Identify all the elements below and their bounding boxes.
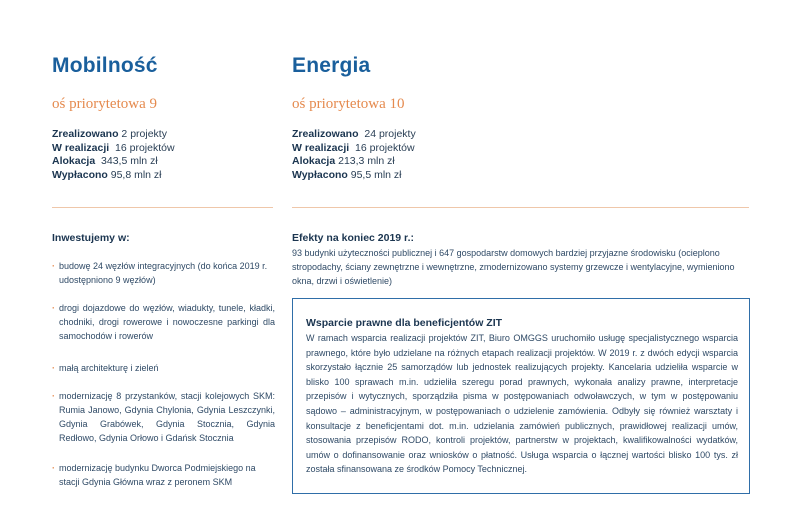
list-item (52, 259, 275, 287)
list-item (52, 301, 275, 343)
legal-support-text: W ramach wsparcia realizacji projektów ZIT, Biuro OMGGS uruchomiło usługę specjalistycznego wsparcia prawnego, które było udzielane na różnych etapach realizacji projektów. W 2019 r. z dwóch edycji wsparcia skorzystało łącznie 25 samorządów lub jednostek realizujących projekty. Kancelaria udzieliła wsparcie w blisko 100 sprawach m.in. udzieliła szeregu porad prawnych, wykonała analizy prawne, interpretacje przepisów i wytycznych, sporządziła pisma w postępowaniach odwoławczych, w tym w postępowaniu sądowo – administracyjnym, w postępowaniach o udzielenie zamówienia. Odbyły się również warsztaty i konsultacje z beneficjentami dot. m.in. udzielania zamówień publicznych, prawidłowej realizacji umów, stosowania przepisów RODO, kontroli projektów, partnerstw w projektach, kwalifikowalności wydatków, umów o dofinansowanie oraz wniosków o płatność. Usługa wsparcia o łącznej wartości blisko 100 tys. zł została sfinansowana ze środków Pomocy Technicznej. (306, 333, 738, 475)
stat-label: W realizacji (292, 141, 350, 154)
energy-title: Energia (292, 54, 371, 77)
stat-value: 95,8 mln zł (107, 168, 162, 181)
stat-label: Zrealizowano (292, 128, 359, 140)
stat-label: W realizacji (52, 141, 110, 154)
invest-title: Inwestujemy w: (52, 232, 130, 244)
list-item (52, 461, 275, 489)
list-item-text: modernizację budynku Dworca Podmiejskiego na stacji Gdynia Główna wraz z peronem SKM (59, 463, 256, 487)
bullet-icon: · (52, 303, 55, 313)
energy-stat-row (292, 128, 416, 142)
list-item-text: budowę 24 węzłów integracyjnych (do końca 2019 r. udostępniono 9 węzłów) (59, 261, 268, 285)
bullet-icon: · (52, 463, 55, 473)
stat-value: 24 projekty (358, 128, 416, 140)
invest-list (52, 0, 275, 510)
stat-label: Alokacja (292, 155, 336, 167)
bullet-icon: · (52, 261, 55, 271)
effects-title: Efekty na koniec 2019 r.: (292, 232, 414, 244)
bullet-icon: · (52, 391, 55, 401)
divider (292, 207, 749, 208)
stat-label: Wypłacono (292, 168, 348, 181)
energy-stat-row (292, 169, 416, 183)
mobility-axis: oś priorytetowa 9 (52, 96, 157, 112)
stat-value: 343,5 mln zł (95, 155, 158, 167)
energy-stats (292, 128, 416, 182)
stat-label: Wypłacono (52, 168, 108, 181)
list-item-text: drogi dojazdowe do węzłów, wiadukty, tunele, kładki, chodniki, drogi rowerowe i nowoczesne parkingi dla samochodów i rowerów (59, 303, 275, 341)
legal-support-title: Wsparcie prawne dla beneficjentów ZIT (306, 317, 503, 329)
stat-label: Zrealizowano (52, 128, 119, 140)
stat-value: 213,3 mln zł (335, 155, 395, 167)
effects-text: 93 budynki użyteczności publicznej i 647 gospodarstw domowych bardziej przyjazne środowisku (ocieplono stropodachy, ściany zewnętrzne i wewnętrzne, zmodernizowano systemy grzewcze i wentylacyjne, wymieniono okna, drzwi i oświetlenie) (292, 248, 735, 286)
mobility-title: Mobilność (52, 54, 158, 77)
energy-stat-row (292, 155, 416, 169)
stat-value: 16 projektów (109, 141, 175, 154)
energy-stat-row (292, 142, 416, 156)
stat-value: 95,5 mln zł (347, 168, 402, 181)
legal-support-box (292, 298, 750, 494)
list-item-text: małą architekturę i zieleń (59, 363, 159, 373)
stat-value: 16 projektów (349, 141, 415, 154)
stat-label: Alokacja (52, 155, 96, 167)
list-item-text: modernizację 8 przystanków, stacji kolejowych SKM: Rumia Janowo, Gdynia Chylonia, Gdynia Leszczynki, Gdynia Grabówek, Gdynia Stocznia, Gdynia Redłowo, Gdynia Orłowo i Gdańsk Stocznia (59, 391, 275, 443)
bullet-icon: · (52, 363, 55, 373)
list-item (52, 361, 275, 375)
stat-value: 2 projekty (118, 128, 167, 140)
list-item (52, 389, 275, 445)
energy-axis: oś priorytetowa 10 (292, 96, 405, 112)
